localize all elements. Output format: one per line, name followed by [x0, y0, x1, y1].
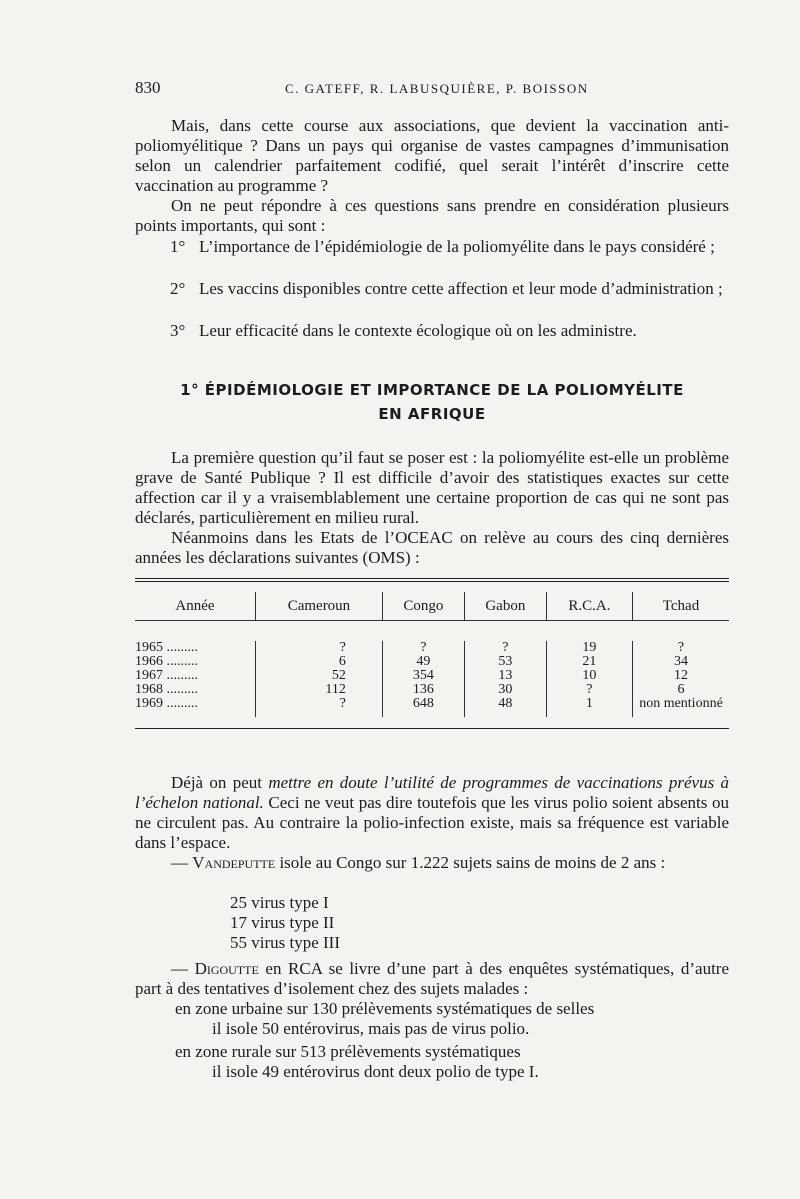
list-item: 17 virus type II	[230, 913, 335, 932]
point-text: Leur efficacité dans le contexte écologique où on les administre.	[199, 321, 637, 340]
cell-cameroun: 52	[256, 669, 383, 683]
cell-year: 1965 .........	[135, 641, 256, 655]
vandeputte-paragraph	[171, 853, 729, 873]
dash: —	[171, 959, 195, 978]
list-item: 55 virus type III	[230, 933, 341, 952]
page-number: 830	[135, 78, 161, 97]
cell-cameroun: 112	[256, 683, 383, 697]
cell-cameroun: ?	[256, 697, 383, 711]
cell-congo: 354	[382, 669, 464, 683]
cell-rca: 19	[546, 641, 632, 655]
list-item: 25 virus type I	[230, 893, 329, 912]
section-heading-line-2: EN AFRIQUE	[378, 405, 486, 423]
intro-paragraph-2	[135, 196, 729, 236]
cell-congo: ?	[382, 641, 464, 655]
rural-line-1: en zone rurale sur 513 prélèvements systématiques	[175, 1042, 521, 1061]
intro-text-2: On ne peut répondre à ces questions sans prendre en considération plusieurs points importants, qui sont :	[135, 196, 729, 235]
table-top-rule	[135, 578, 729, 579]
cell-year: 1967 .........	[135, 669, 256, 683]
digoutte-paragraph	[135, 959, 729, 999]
dash: —	[171, 853, 193, 872]
table-header-row	[135, 592, 729, 621]
cell-gabon: 53	[464, 655, 546, 669]
cell-gabon: ?	[464, 641, 546, 655]
cell-rca: 10	[546, 669, 632, 683]
point-1	[170, 237, 729, 257]
cell-tchad: non mentionné	[639, 696, 723, 711]
cell-tchad: 12	[674, 668, 688, 683]
table-bottom-rule	[135, 728, 729, 729]
rural-zone	[175, 1042, 729, 1082]
cell-rca: ?	[546, 683, 632, 697]
col-header-tchad: Tchad	[662, 597, 700, 614]
section-heading-line-1: 1° ÉPIDÉMIOLOGIE ET IMPORTANCE DE LA POLIOMYÉLITE	[180, 381, 684, 399]
cell-cameroun: 6	[256, 655, 383, 669]
section-paragraph-2	[135, 528, 729, 568]
point-text: Les vaccins disponibles contre cette affection et leur mode d’administration ;	[199, 279, 723, 298]
cell-gabon: 48	[464, 697, 546, 711]
col-header-congo: Congo	[382, 592, 464, 621]
section-paragraph-1	[135, 448, 729, 528]
intro-text-1: Mais, dans cette course aux associations, que devient la vaccination anti-poliomyélitique ? Dans un pays qui organise de vastes campagnes d’immunisation selon un calendrier parfaitement codifié, quel serait l’intérêt d’inscrire cette vaccination au programme ?	[135, 116, 729, 195]
virus-list	[230, 893, 340, 953]
col-header-gabon: Gabon	[464, 592, 546, 621]
after-text-start: Déjà on peut	[171, 773, 269, 792]
vandeputte-body: isole au Congo sur 1.222 sujets sains de moins de 2 ans :	[275, 853, 666, 872]
point-3	[170, 321, 729, 341]
author-digoutte: Digoutte	[194, 959, 259, 978]
table-row	[135, 683, 729, 697]
urban-zone	[175, 999, 729, 1039]
cell-congo: 49	[382, 655, 464, 669]
table-row	[135, 697, 729, 711]
rural-line-2: il isole 49 entérovirus dont deux polio de type I.	[212, 1062, 539, 1081]
urban-line-2: il isole 50 entérovirus, mais pas de virus polio.	[212, 1019, 530, 1038]
cell-congo: 136	[382, 683, 464, 697]
cell-gabon: 13	[464, 669, 546, 683]
cell-gabon: 30	[464, 683, 546, 697]
cell-rca: 21	[546, 655, 632, 669]
after-text-1	[135, 773, 729, 853]
cell-tchad: 34	[674, 654, 688, 669]
col-header-annee: Année	[135, 592, 256, 621]
point-number: 3°	[170, 321, 186, 340]
table-row	[135, 641, 729, 655]
table-top-rule-2	[135, 581, 729, 582]
after-text-italic: mettre en doute l’utilité de programmes de vaccinations prévus à l’échelon national.	[135, 773, 730, 812]
col-header-cameroun: Cameroun	[256, 592, 383, 621]
point-number: 1°	[170, 237, 186, 256]
cases-table-grid	[135, 592, 729, 717]
cell-congo: 648	[382, 697, 464, 711]
after-text-end: Ceci ne veut pas dire toutefois que les virus polio soient absents ou ne circulent pas. Au contraire la polio-infection existe, mais sa fréquence est variable dans l’espace.	[135, 793, 729, 852]
header-authors: C. GATEFF, R. LABUSQUIÈRE, P. BOISSON	[285, 81, 589, 96]
table-row	[135, 655, 729, 669]
author-vandeputte: Vandeputte	[192, 853, 276, 872]
digoutte-text	[135, 959, 729, 999]
digoutte-body: en RCA se livre d’une part à des enquêtes systématiques, d’autre part à des tentatives d’isolement chez des sujets malades :	[135, 959, 730, 998]
urban-line-1: en zone urbaine sur 130 prélèvements systématiques de selles	[175, 999, 595, 1018]
cell-tchad: ?	[677, 640, 685, 655]
cell-year: 1968 .........	[135, 683, 256, 697]
table-row	[135, 669, 729, 683]
running-header	[135, 78, 735, 100]
intro-paragraph-1	[135, 116, 729, 196]
point-2	[170, 279, 729, 299]
section-heading	[135, 378, 729, 426]
cell-tchad: 6	[677, 682, 685, 697]
vandeputte-text	[171, 853, 729, 873]
after-paragraph-1	[135, 773, 729, 853]
point-text: L’importance de l’épidémiologie de la poliomyélite dans le pays considéré ;	[199, 237, 715, 256]
cell-rca: 1	[546, 697, 632, 711]
point-number: 2°	[170, 279, 186, 298]
cell-year: 1966 .........	[135, 655, 256, 669]
section-text-1: La première question qu’il faut se poser est : la poliomyélite est-elle un problème grave de Santé Publique ? Il est difficile d’avoir des statistiques exactes sur cette affection car il y a vraisemblablement une certaine proportion de cas qui ne sont pas déclarés, particulièrement en milieu rural.	[135, 448, 729, 527]
section-text-2: Néanmoins dans les Etats de l’OCEAC on relève au cours des cinq dernières années les déclarations suivantes (OMS) :	[135, 528, 729, 567]
cell-cameroun: ?	[256, 641, 383, 655]
cell-year: 1969 .........	[135, 697, 256, 711]
col-header-rca: R.C.A.	[546, 592, 632, 621]
